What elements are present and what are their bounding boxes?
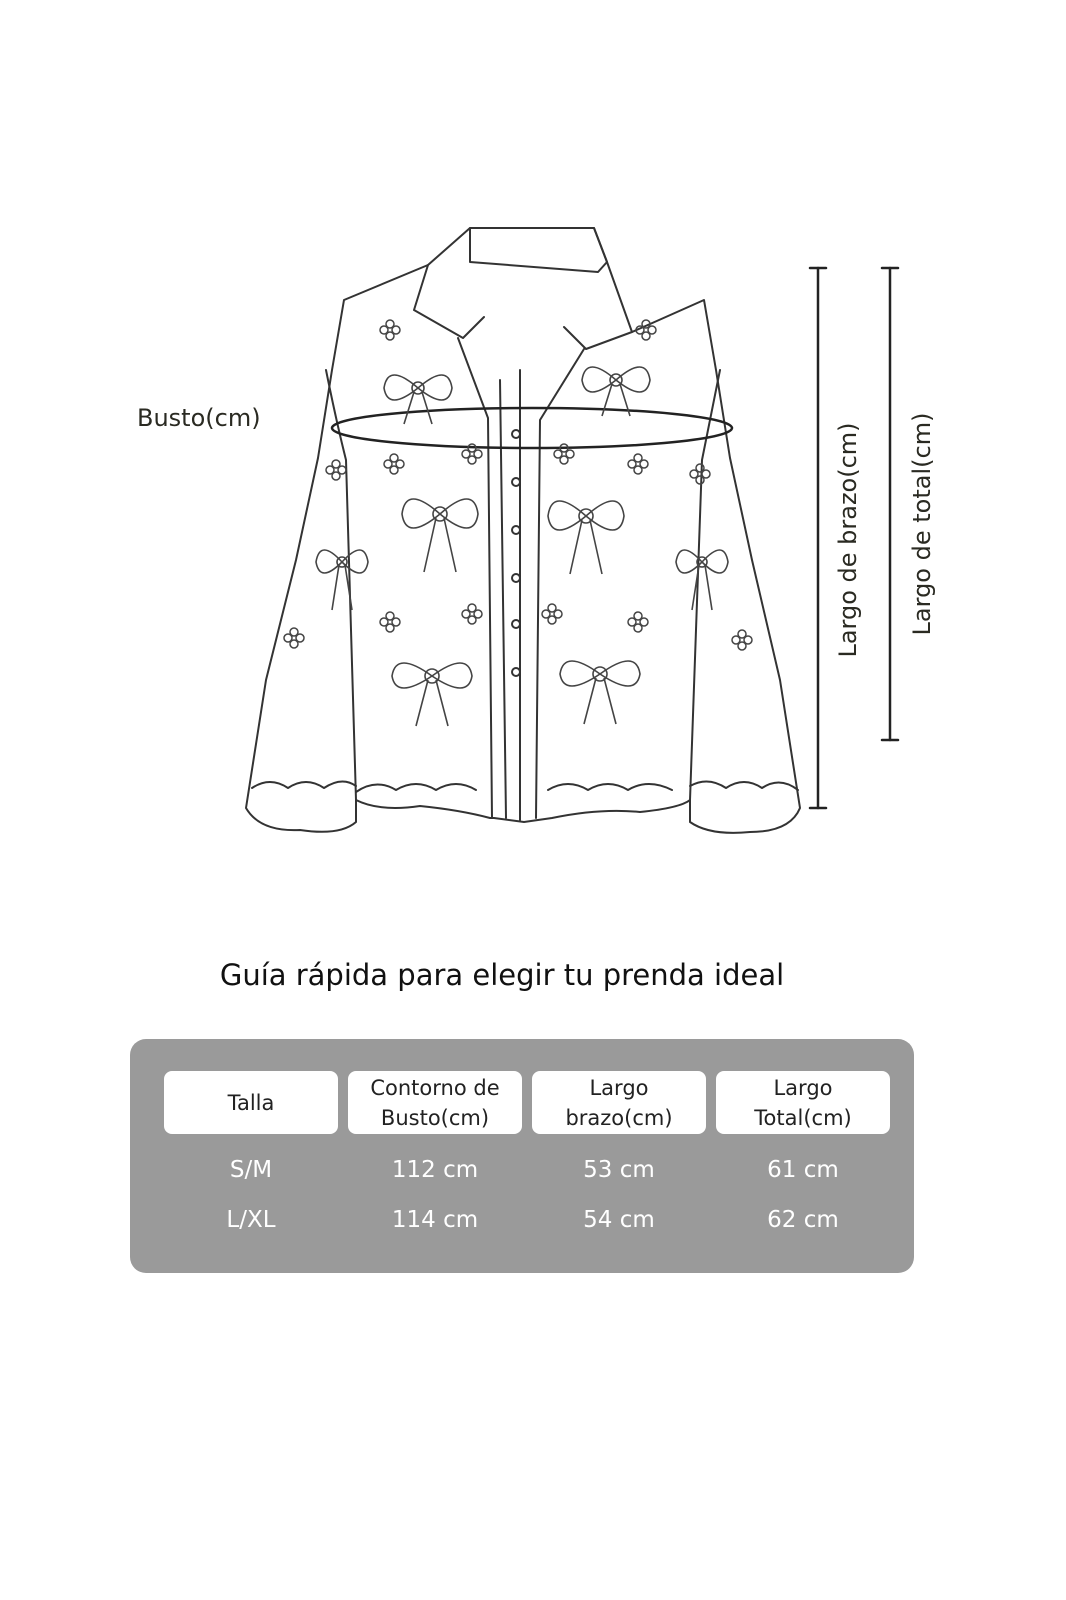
placket-mid xyxy=(500,380,506,818)
row-sm-size: S/M xyxy=(229,1157,273,1183)
header-label: Largo Total(cm) xyxy=(754,1075,852,1130)
header-label: Talla xyxy=(227,1090,275,1115)
row-lxl-size: L/XL xyxy=(226,1207,276,1233)
row-lxl-total: 62 cm xyxy=(767,1207,839,1233)
arm-length-label: Largo de brazo(cm) xyxy=(834,422,862,658)
header-total xyxy=(716,1071,890,1134)
row-lxl-arm: 54 cm xyxy=(583,1207,655,1233)
buttons xyxy=(512,430,520,676)
header-arm xyxy=(532,1071,706,1134)
header-label: Largo brazo(cm) xyxy=(565,1075,673,1130)
row-sm-arm: 53 cm xyxy=(583,1157,655,1183)
size-guide-title: Guía rápida para elegir tu prenda ideal xyxy=(219,958,785,992)
collar-back xyxy=(470,228,607,272)
bust-label: Busto(cm) xyxy=(137,404,261,432)
placket-right-edge xyxy=(536,349,584,818)
header-size xyxy=(164,1071,338,1134)
header-label: Contorno de Busto(cm) xyxy=(370,1075,500,1130)
row-sm-total: 61 cm xyxy=(767,1157,839,1183)
hem-scallops xyxy=(252,781,798,792)
right-sleeve-seam xyxy=(690,370,720,800)
collar-right xyxy=(564,228,632,349)
shirt-body-outline xyxy=(246,265,800,833)
row-sm-bust: 112 cm xyxy=(391,1157,479,1183)
size-table-panel xyxy=(130,1039,914,1273)
total-length-label: Largo de total(cm) xyxy=(908,412,936,636)
bust-measure-ellipse xyxy=(332,408,732,448)
bow-motifs xyxy=(316,367,728,726)
header-bust xyxy=(348,1071,522,1134)
row-lxl-bust: 114 cm xyxy=(391,1207,479,1233)
collar-left xyxy=(414,228,484,338)
